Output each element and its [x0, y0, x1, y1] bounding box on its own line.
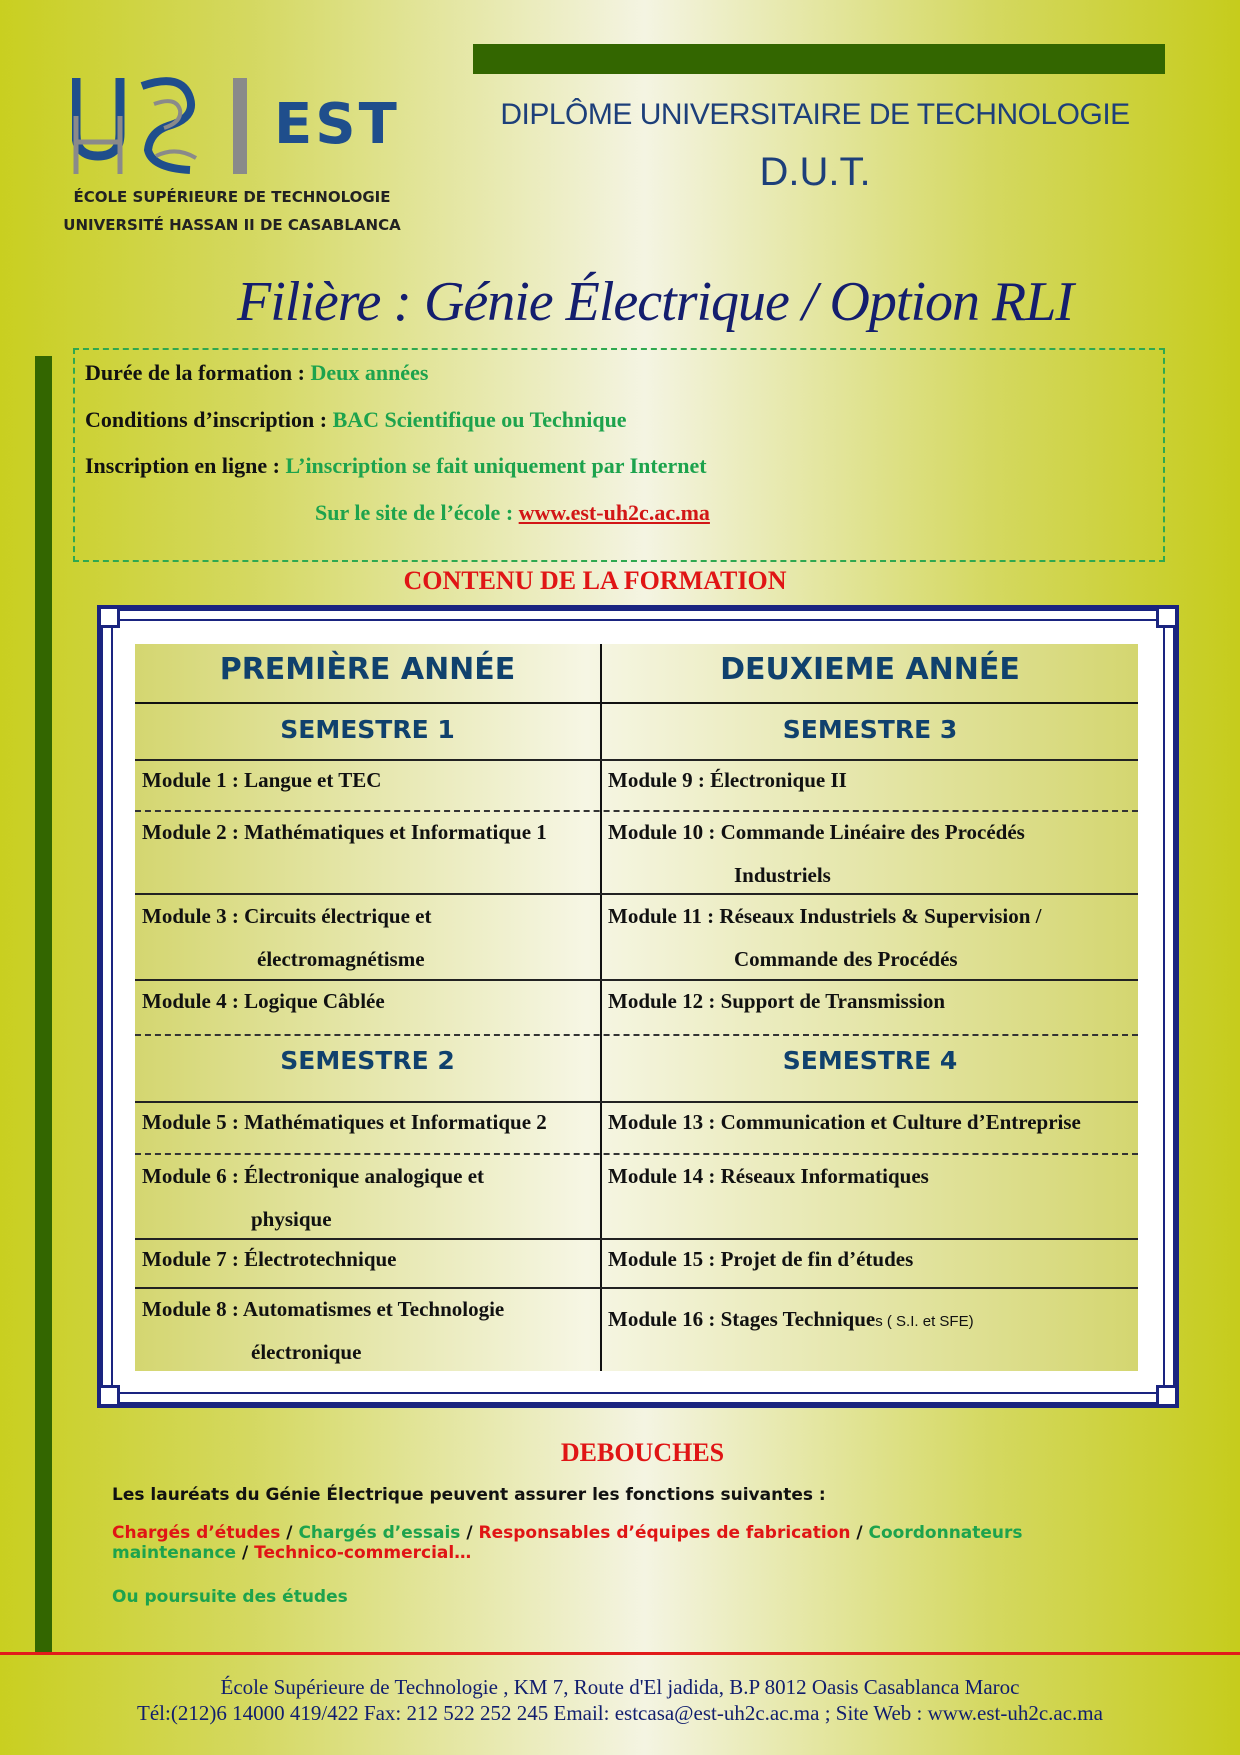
- site-label: Sur le site de l’école :: [315, 500, 519, 525]
- logo-est-text: EST: [274, 92, 400, 157]
- module-11-line2: Commande des Procédés: [734, 947, 958, 971]
- table-divider: [600, 644, 602, 1371]
- site-line: [315, 500, 710, 526]
- top-green-bar: [473, 44, 1165, 74]
- function-3: Responsables d’équipes de fabrication: [478, 1523, 851, 1543]
- module-10: [608, 811, 1025, 897]
- module-3: [142, 895, 431, 981]
- frame-corner: [98, 606, 120, 628]
- frame-corner: [98, 1385, 120, 1407]
- filiere-title: Filière : Génie Électrique / Option RLI: [236, 271, 1074, 333]
- row-rule: [135, 1034, 1138, 1036]
- contenu-title: CONTENU DE LA FORMATION: [403, 566, 787, 595]
- function-2: Chargés d’essais: [298, 1523, 461, 1543]
- module-4: Module 4 : Logique Câblée: [142, 989, 385, 1013]
- duree-line: [85, 360, 428, 386]
- separator: /: [241, 1543, 249, 1563]
- module-3-line1: Module 3 : Circuits électrique et: [142, 904, 432, 928]
- logo-divider: [233, 78, 247, 174]
- separator: /: [466, 1523, 473, 1543]
- function-5: Technico-commercial…: [254, 1543, 472, 1563]
- separator: /: [286, 1523, 293, 1543]
- module-1: Module 1 : Langue et TEC: [142, 768, 382, 792]
- module-5: Module 5 : Mathématiques et Informatique 2: [142, 1110, 547, 1134]
- debouches-functions: [112, 1523, 1152, 1563]
- semester2-header: SEMESTRE 2: [280, 1046, 455, 1075]
- row-rule: [135, 702, 1138, 704]
- info-box: [73, 348, 1165, 562]
- semester1-header: SEMESTRE 1: [280, 715, 455, 744]
- module-6-line2: physique: [251, 1207, 332, 1231]
- separator: /: [856, 1523, 863, 1543]
- site-link[interactable]: www.est-uh2c.ac.ma: [518, 500, 710, 525]
- module-3-line2: électromagnétisme: [257, 947, 425, 971]
- dut-title: D.U.T.: [759, 150, 871, 194]
- module-6: [142, 1155, 484, 1241]
- frame-corner: [1156, 606, 1178, 628]
- module-16-label: Module 16 : Stages Technique: [608, 1307, 876, 1331]
- conditions-value: BAC Scientifique ou Technique: [332, 407, 627, 432]
- module-14: Module 14 : Réseaux Informatiques: [608, 1164, 929, 1188]
- module-10-line2: Industriels: [734, 863, 831, 887]
- semester4-header: SEMESTRE 4: [782, 1046, 958, 1075]
- conditions-label: Conditions d’inscription :: [85, 407, 333, 432]
- function-1: Chargés d’études: [112, 1523, 281, 1543]
- module-9: Module 9 : Électronique II: [608, 768, 847, 792]
- inscription-line: [85, 453, 707, 479]
- module-7: Module 7 : Électrotechnique: [142, 1247, 397, 1271]
- duree-value: Deux années: [310, 360, 429, 385]
- semester3-header: SEMESTRE 3: [782, 715, 958, 744]
- module-8-line1: Module 8 : Automatismes et Technologie: [142, 1297, 505, 1321]
- poursuite-etudes: Ou poursuite des études: [112, 1587, 348, 1607]
- module-13: Module 13 : Communication et Culture d’Entreprise: [608, 1110, 1081, 1134]
- inscription-value: L’inscription se fait uniquement par Internet: [285, 453, 707, 478]
- footer-address: École Supérieure de Technologie , KM 7, Route d'El jadida, B.P 8012 Oasis Casablanca Maroc: [220, 1675, 1020, 1699]
- footer-red-rule: [0, 1652, 1240, 1655]
- module-8-line2: électronique: [251, 1340, 362, 1364]
- module-15: Module 15 : Projet de fin d’études: [608, 1247, 914, 1271]
- module-12: Module 12 : Support de Transmission: [608, 989, 946, 1013]
- function-4: Coordonnateurs maintenance: [112, 1523, 1023, 1563]
- module-11: [608, 895, 1041, 981]
- module-10-line1: Module 10 : Commande Linéaire des Procédés: [608, 820, 1025, 844]
- footer-contact: Tél:(212)6 14000 419/422 Fax: 212 522 252 245 Email: estcasa@est-uh2c.ac.ma ; Site Web : www.est-uh2c.ac.ma: [137, 1701, 1103, 1725]
- frame-corner: [1156, 1385, 1178, 1407]
- module-11-line1: Module 11 : Réseaux Industriels & Supervision /: [608, 904, 1042, 928]
- module-2: Module 2 : Mathématiques et Informatique 1: [142, 820, 547, 844]
- year2-header: DEUXIEME ANNÉE: [720, 652, 1020, 687]
- module-6-line1: Module 6 : Électronique analogique et: [142, 1164, 485, 1188]
- diploma-title: DIPLÔME UNIVERSITAIRE DE TECHNOLOGIE: [500, 98, 1130, 131]
- year1-header: PREMIÈRE ANNÉE: [219, 652, 516, 687]
- module-16-suffix: s ( S.I. et SFE): [875, 1313, 974, 1330]
- inscription-label: Inscription en ligne :: [85, 453, 286, 478]
- duree-label: Durée de la formation :: [85, 360, 311, 385]
- debouches-intro: Les lauréats du Génie Électrique peuvent assurer les fonctions suivantes :: [112, 1485, 826, 1505]
- logo-school-name: ÉCOLE SUPÉRIEURE DE TECHNOLOGIE: [73, 188, 391, 206]
- conditions-line: [85, 407, 627, 433]
- module-16: [608, 1298, 974, 1343]
- module-8: [142, 1288, 504, 1374]
- debouches-title: DEBOUCHES: [560, 1438, 725, 1467]
- logo-university-name: UNIVERSITÉ HASSAN II DE CASABLANCA: [63, 216, 401, 234]
